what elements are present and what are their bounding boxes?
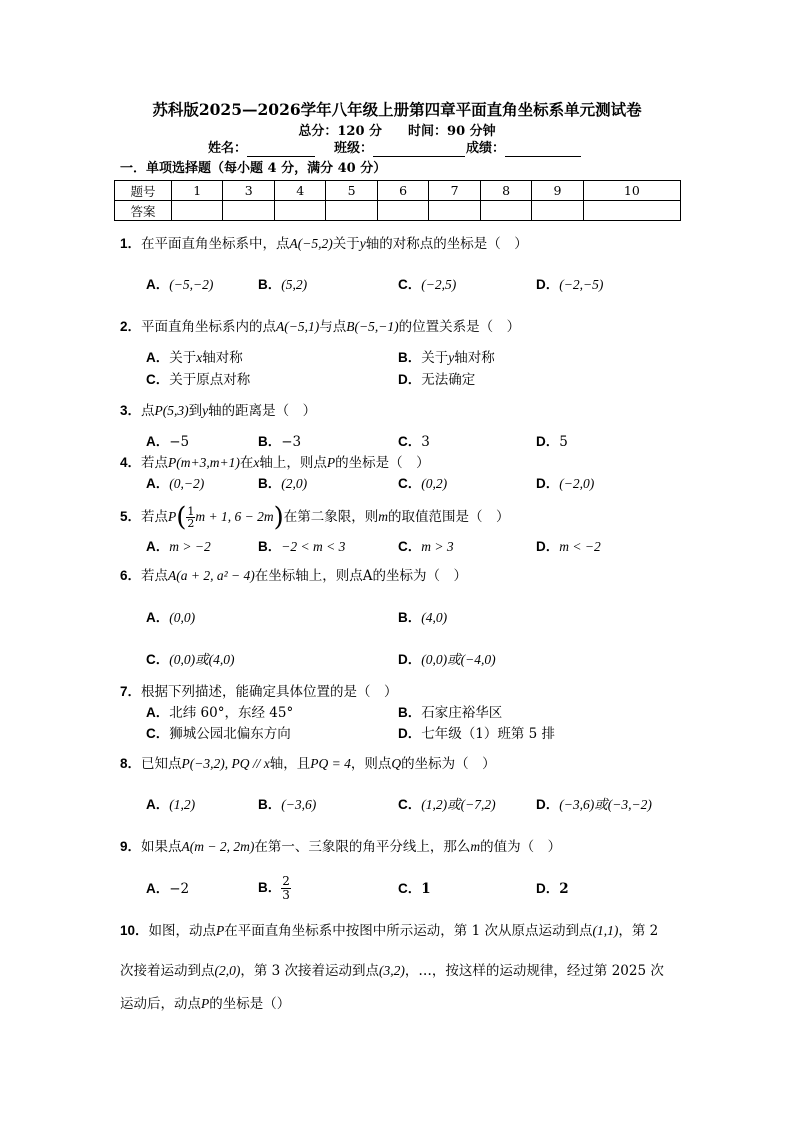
exam-title: 苏科版2025—2026学年八年级上册第四章平面直角坐标系单元测试卷 [152,100,642,119]
option-label: B． [398,350,422,365]
option-text: m > 3 [421,539,454,554]
option-text: (1,2)或(−7,2) [421,797,496,812]
option-text: (0,0)或(4,0) [169,652,235,667]
question-4-stem [120,455,430,471]
math-var: y [448,350,455,365]
name-label-text: 姓名： [208,141,248,156]
stem-text: ，…，按这样的运动规律，经过第 2025 次 [404,963,664,979]
stem-text: 轴的对称点的坐标是（ ） [365,236,528,252]
math-var: P [168,509,177,524]
question-3-stem [120,403,316,419]
question-1-stem [120,236,528,252]
name-label [208,141,315,157]
question-number: 4． [120,455,142,470]
table-cell: 4 [274,181,325,201]
stem-text: 在平面直角坐标系中按图中所示运动，第 1 次从原点运动到点 [224,923,593,939]
table-cell: 6 [377,181,428,201]
stem-text: 的坐标为（ ） [401,756,496,772]
option-text: −2 < m < 3 [281,539,346,554]
math-var: P [216,923,225,938]
question-5-stem [120,502,510,533]
math-expr: A(m − 2, 2m) [181,839,255,854]
option-c[interactable] [398,797,496,813]
option-text: (0,−2) [169,476,205,491]
table-cell: 8 [480,181,531,201]
option-b[interactable] [258,476,307,492]
math-var: P [326,455,336,470]
option-label: A． [146,350,170,365]
option-label: C． [146,726,170,741]
option-label: B． [258,434,282,449]
math-expr: A(−5,1) [276,319,320,334]
name-blank[interactable] [247,143,315,157]
option-text: (−2,−5) [559,277,604,292]
stem-text: 轴上，则点 [259,455,327,471]
option-label: B． [258,880,282,895]
fraction-numerator: 2 [282,874,290,888]
math-var: x [196,350,203,365]
question-number: 3． [120,403,142,418]
table-cell: 3 [223,181,274,201]
question-number: 9． [120,839,142,854]
option-label: C． [398,539,422,554]
option-c[interactable] [398,881,431,897]
option-c[interactable] [146,652,234,668]
option-label: D． [536,797,560,812]
option-label: C． [398,277,422,292]
stem-text: 运动后，动点 [120,996,201,1012]
stem-text: 的坐标是（ ） [335,455,430,471]
option-label: A． [146,881,170,896]
fraction-denominator: 3 [282,888,290,902]
option-a[interactable] [146,277,213,293]
question-9-stem [120,839,561,855]
table-header-cell: 题号 [115,181,172,201]
stem-text: 若点 [141,509,169,525]
option-a[interactable] [146,350,243,366]
math-var: P [201,996,210,1011]
question-6-stem [120,568,467,584]
answer-cell[interactable] [480,201,531,221]
answer-table [114,180,681,221]
math-var: y [202,403,209,418]
stem-text: 的值为（ ） [480,839,562,855]
table-header-cell: 答案 [115,201,172,221]
option-label: B． [258,476,282,491]
stem-text: 轴的距离是（ ） [208,403,317,419]
option-b[interactable] [258,873,291,903]
option-text: 关于 [421,350,449,366]
option-text: (1,2) [169,797,196,812]
option-c[interactable] [146,372,250,388]
question-number: 10． [120,923,149,938]
stem-text: 点 [141,403,155,419]
option-d[interactable] [536,881,569,897]
option-b[interactable] [398,610,447,626]
math-var: x [253,455,260,470]
right-paren: ) [273,502,284,533]
option-a[interactable] [146,797,195,813]
math-var: Q [391,756,402,771]
option-a[interactable] [146,434,189,450]
option-label: B． [258,797,282,812]
stem-text: 的取值范围是（ ） [388,509,510,525]
option-text: 狮城公园北偏东方向 [169,726,291,742]
option-text: 1 [421,881,431,897]
answer-cell[interactable] [223,201,274,221]
option-text: (0,0) [169,610,196,625]
stem-text: 轴，且 [269,756,311,772]
class-blank[interactable] [373,143,465,157]
grade-label-text: 成绩： [466,141,506,156]
class-label-text: 班级： [334,141,374,156]
option-text: (−2,0) [559,476,595,491]
math-expr: P(5,3) [154,403,189,418]
option-label: B． [258,539,282,554]
left-paren: ( [176,502,187,533]
grade-blank[interactable] [505,143,581,157]
option-text: 关于 [169,350,197,366]
option-text: (0,2) [421,476,448,491]
option-b[interactable] [258,434,301,450]
option-label: A． [146,539,170,554]
question-7-stem [120,684,398,700]
math-expr: (1,1) [592,923,619,938]
question-10-line-1 [120,923,658,939]
math-expr: P(−3,2), PQ // x [181,756,270,771]
fraction [281,875,291,902]
option-d[interactable] [398,726,555,742]
option-text: 无法确定 [421,372,476,388]
stem-text: 到 [188,403,203,419]
option-label: A． [146,476,170,491]
option-b[interactable] [398,705,502,721]
option-text: −2 [169,881,190,897]
option-text: 2 [559,881,569,897]
question-number: 7． [120,684,142,699]
answer-cell[interactable] [429,201,480,221]
stem-text: ，第 2 [618,923,659,939]
option-label: B． [398,705,422,720]
option-text: m < −2 [559,539,601,554]
option-label: A． [146,705,170,720]
option-label: D． [536,881,560,896]
option-label: C． [398,434,422,449]
option-text: 石家庄裕华区 [421,705,503,721]
answer-cell[interactable] [532,201,583,221]
option-a[interactable] [146,476,204,492]
option-d[interactable] [536,539,601,555]
stem-text: 与点 [319,319,347,335]
option-label: D． [398,652,422,667]
answer-cell[interactable] [583,201,680,221]
option-label: C． [398,476,422,491]
option-text: 北纬 60°，东经 45° [169,705,294,721]
math-expr: A(−5,2) [289,236,333,251]
question-10-line-2 [120,963,664,979]
option-c[interactable] [146,726,291,742]
option-label: C． [146,652,170,667]
stem-text: ，则点 [350,756,392,772]
question-number: 2． [120,319,142,334]
option-d[interactable] [536,476,594,492]
option-label: C． [146,372,170,387]
math-var: y [359,236,366,251]
question-10-line-3 [120,996,290,1012]
answer-cell[interactable] [377,201,428,221]
option-text: 轴对称 [454,350,495,366]
stem-text: ，第 3 次接着运动到点 [240,963,380,979]
option-c[interactable] [398,277,456,293]
option-text: (0,0)或(−4,0) [421,652,496,667]
stem-text: 的坐标是（） [209,996,291,1012]
option-a[interactable] [146,705,293,721]
option-text: 七年级（1）班第 5 排 [421,726,556,742]
option-c[interactable] [398,476,447,492]
stem-text: 在第一、三象限的角平分线上，那么 [254,839,471,855]
grade-label [466,141,581,157]
option-b[interactable] [258,539,345,555]
fraction-numerator: 1 [187,505,195,518]
stem-text: 的位置关系是（ ） [398,319,521,335]
option-text: −3 [281,434,302,450]
table-cell: 5 [326,181,377,201]
option-text: 轴对称 [202,350,243,366]
math-expr: P(m+3,m+1) [168,455,240,470]
option-text: (−5,−2) [169,277,214,292]
option-label: D． [536,476,560,491]
option-label: B． [398,610,422,625]
question-number: 1． [120,236,142,251]
option-b[interactable] [258,797,316,813]
stem-text: 次接着运动到点 [120,963,215,979]
option-a[interactable] [146,881,189,897]
option-label: D． [536,539,560,554]
option-c[interactable] [398,539,454,555]
option-d[interactable] [398,652,496,668]
option-text: 关于原点对称 [169,372,251,388]
stem-text: 已知点 [141,756,182,772]
question-number: 5． [120,509,142,524]
option-text: 3 [421,434,430,450]
math-var: m [378,509,389,524]
answer-cell[interactable] [326,201,377,221]
math-expr: (3,2) [379,963,405,978]
math-expr: m + 1, 6 − 2m [195,509,274,524]
math-expr: (2,0) [214,963,241,978]
option-text: m > −2 [169,539,211,554]
table-cell: 1 [172,181,223,201]
option-label: C． [398,881,422,896]
table-cell: 10 [583,181,680,201]
class-label [334,141,465,157]
stem-text: 在第二象限，则 [283,509,379,525]
option-text: 5 [559,434,568,450]
option-label: D． [398,726,422,741]
question-2-stem [120,319,520,335]
question-8-stem [120,756,496,772]
stem-text: 若点 [141,455,169,471]
stem-text: 在坐标轴上，则点A的坐标为（ ） [254,568,468,584]
math-expr: PQ = 4 [310,756,351,771]
option-label: A． [146,797,170,812]
option-d[interactable] [536,277,603,293]
option-b[interactable] [258,277,307,293]
question-number: 8． [120,756,142,771]
option-label: D． [398,372,422,387]
stem-text: 如果点 [141,839,182,855]
option-c[interactable] [398,434,430,450]
option-label: C． [398,797,422,812]
option-text: (2,0) [281,476,308,491]
score-time: 总分：120 分 时间：90 分钟 [298,124,496,139]
math-expr: B(−5,−1) [346,319,399,334]
option-label: A． [146,434,170,449]
option-text: −5 [169,434,190,450]
question-number: 6． [120,568,142,583]
stem-text: 平面直角坐标系内的点 [141,319,277,335]
stem-text: 如图，动点 [148,923,217,939]
option-label: D． [536,434,560,449]
option-text: (−3,6) [281,797,317,812]
stem-text: 根据下列描述，能确定具体位置的是（ ） [141,684,398,700]
answer-cell[interactable] [172,201,223,221]
stem-text: 关于 [332,236,360,252]
option-a[interactable] [146,539,211,555]
option-d[interactable] [536,797,652,813]
option-label: A． [146,277,170,292]
table-row [115,181,681,201]
stem-text: 在平面直角坐标系中，点 [141,236,290,252]
stem-text: 若点 [141,568,169,584]
math-var: m [470,839,481,854]
option-b[interactable] [398,350,495,366]
option-d[interactable] [398,372,475,388]
option-d[interactable] [536,434,568,450]
table-row [115,201,681,221]
option-text: (5,2) [281,277,308,292]
option-label: B． [258,277,282,292]
option-label: A． [146,610,170,625]
option-a[interactable] [146,610,195,626]
stem-text: 在 [239,455,254,471]
option-text: (4,0) [421,610,448,625]
table-cell: 9 [532,181,583,201]
table-cell: 7 [429,181,480,201]
math-expr: A(a + 2, a² − 4) [168,568,255,583]
answer-cell[interactable] [274,201,325,221]
fraction-denominator: 2 [187,517,195,530]
option-text: (−2,5) [421,277,457,292]
section-heading: 一．单项选择题（每小题 4 分，满分 40 分） [120,161,387,176]
option-label: D． [536,277,560,292]
option-text: (−3,6)或(−3,−2) [559,797,652,812]
